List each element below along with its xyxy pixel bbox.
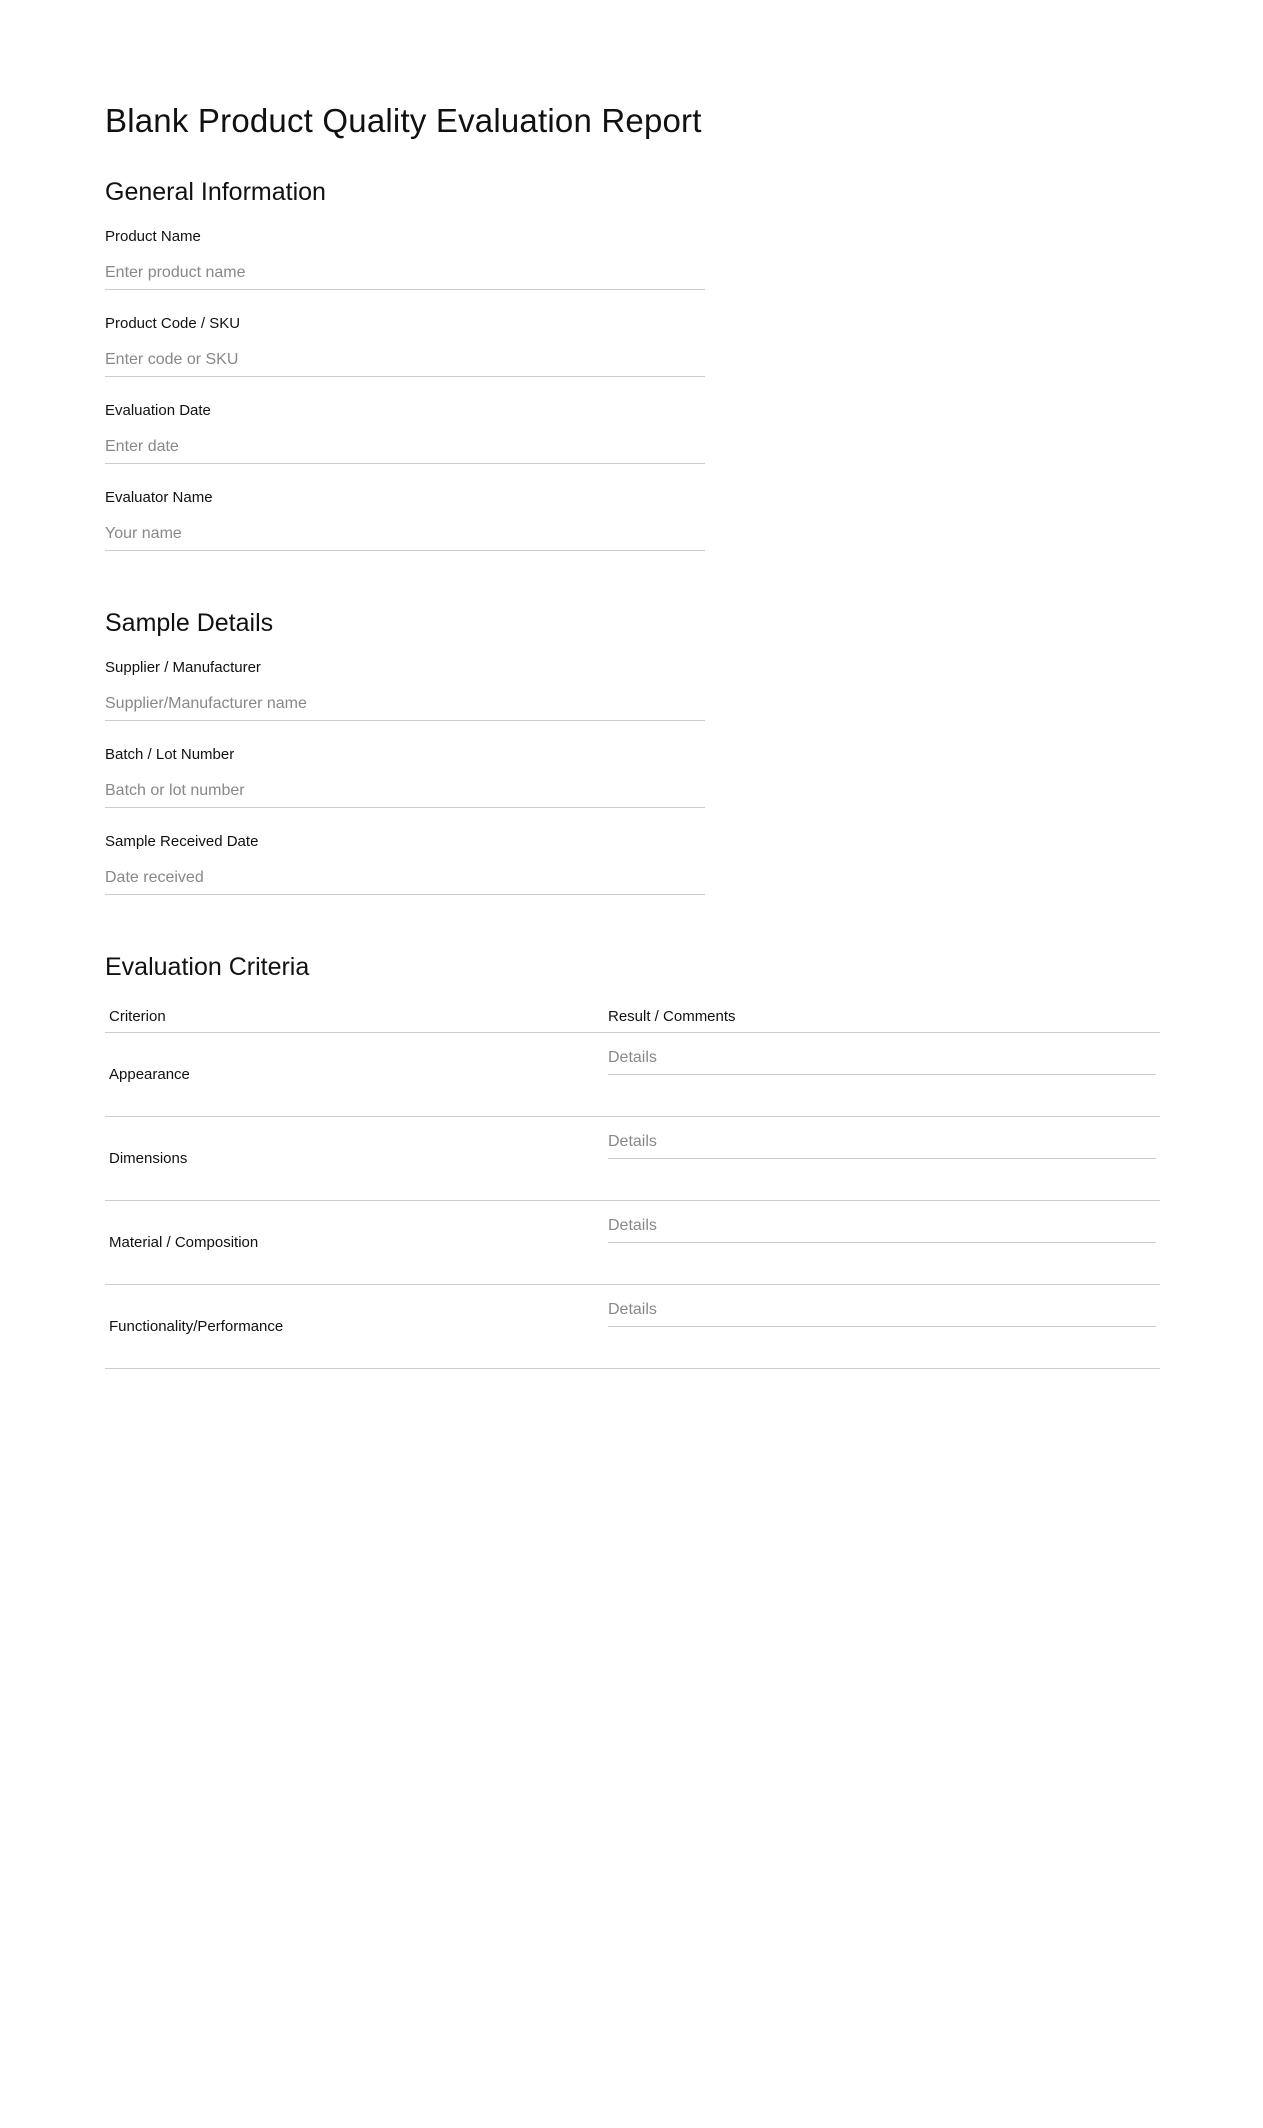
evaluation-criteria-heading: Evaluation Criteria bbox=[105, 953, 310, 981]
criterion-appearance: Appearance bbox=[105, 1033, 604, 1117]
table-row bbox=[105, 1285, 1160, 1369]
result-cell bbox=[604, 1117, 1160, 1201]
page-title: Blank Product Quality Evaluation Report bbox=[105, 102, 702, 139]
batch-lot-label: Batch / Lot Number bbox=[105, 746, 235, 763]
result-cell bbox=[604, 1033, 1160, 1117]
evaluation-date-label: Evaluation Date bbox=[105, 402, 211, 419]
evaluation-date-input[interactable] bbox=[105, 430, 705, 464]
supplier-input[interactable] bbox=[105, 687, 705, 721]
criteria-table bbox=[105, 1000, 1160, 1369]
functionality-details-input[interactable] bbox=[608, 1293, 1156, 1327]
product-name-label: Product Name bbox=[105, 228, 201, 245]
criterion-dimensions: Dimensions bbox=[105, 1117, 604, 1201]
evaluation-date-field bbox=[105, 402, 705, 464]
result-cell bbox=[604, 1285, 1160, 1369]
table-row bbox=[105, 1033, 1160, 1117]
criterion-column-header: Criterion bbox=[105, 1000, 604, 1033]
criteria-table-viewport bbox=[105, 1000, 1160, 1335]
supplier-label: Supplier / Manufacturer bbox=[105, 659, 261, 676]
result-cell bbox=[604, 1201, 1160, 1285]
sample-received-date-input[interactable] bbox=[105, 861, 705, 895]
criteria-header-row bbox=[105, 1000, 1160, 1033]
table-row bbox=[105, 1117, 1160, 1201]
material-details-input[interactable] bbox=[608, 1209, 1156, 1243]
dimensions-details-input[interactable] bbox=[608, 1125, 1156, 1159]
product-code-field bbox=[105, 315, 705, 377]
product-name-field bbox=[105, 228, 705, 290]
criterion-functionality-performance: Functionality/Performance bbox=[105, 1285, 604, 1369]
criterion-material-composition: Material / Composition bbox=[105, 1201, 604, 1285]
evaluator-name-input[interactable] bbox=[105, 517, 705, 551]
result-column-header: Result / Comments bbox=[604, 1000, 1160, 1033]
product-code-label: Product Code / SKU bbox=[105, 315, 241, 332]
batch-lot-field bbox=[105, 746, 705, 808]
general-information-heading: General Information bbox=[105, 178, 326, 206]
product-code-input[interactable] bbox=[105, 343, 705, 377]
sample-details-heading: Sample Details bbox=[105, 609, 274, 637]
product-name-input[interactable] bbox=[105, 256, 705, 290]
table-row bbox=[105, 1201, 1160, 1285]
batch-lot-input[interactable] bbox=[105, 774, 705, 808]
sample-received-date-label: Sample Received Date bbox=[105, 833, 259, 850]
appearance-details-input[interactable] bbox=[608, 1041, 1156, 1075]
evaluator-name-label: Evaluator Name bbox=[105, 489, 213, 506]
sample-received-date-field bbox=[105, 833, 705, 895]
evaluator-name-field bbox=[105, 489, 705, 551]
supplier-field bbox=[105, 659, 705, 721]
